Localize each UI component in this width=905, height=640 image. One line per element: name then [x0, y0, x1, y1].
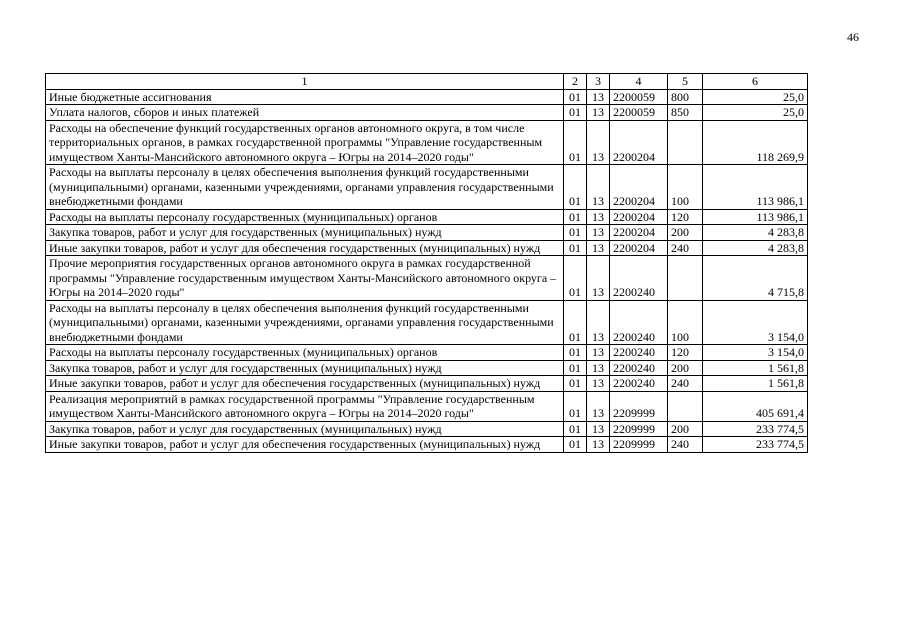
row-section-cell: 01 [564, 240, 587, 256]
budget-table [45, 73, 808, 453]
row-amount-cell: 113 986,1 [703, 209, 808, 225]
row-name-cell: Иные закупки товаров, работ и услуг для обеспечения государственных (муниципальных) нужд [46, 376, 564, 392]
table-row [46, 345, 808, 361]
table-row [46, 300, 808, 345]
table-row [46, 437, 808, 453]
row-expense-type-cell: 100 [668, 165, 703, 210]
table-row [46, 256, 808, 301]
row-name-cell: Расходы на выплаты персоналу в целях обеспечения выполнения функций государственными (муниципальными) органами, казенными учреждениями, органами управления государственными внебюджетными фондами [46, 165, 564, 210]
row-target-article-cell: 2209999 [610, 391, 668, 421]
row-section-cell: 01 [564, 376, 587, 392]
row-subsection-cell: 13 [587, 225, 610, 241]
row-expense-type-cell: 200 [668, 225, 703, 241]
row-expense-type-cell: 200 [668, 360, 703, 376]
row-expense-type-cell: 850 [668, 105, 703, 121]
row-amount-cell: 233 774,5 [703, 421, 808, 437]
row-subsection-cell: 13 [587, 360, 610, 376]
row-target-article-cell: 2200240 [610, 345, 668, 361]
row-target-article-cell: 2200204 [610, 240, 668, 256]
row-amount-cell: 25,0 [703, 105, 808, 121]
row-name-cell: Закупка товаров, работ и услуг для государственных (муниципальных) нужд [46, 421, 564, 437]
row-name-cell: Иные закупки товаров, работ и услуг для обеспечения государственных (муниципальных) нужд [46, 437, 564, 453]
table-row [46, 120, 808, 165]
row-subsection-cell: 13 [587, 89, 610, 105]
row-section-cell: 01 [564, 256, 587, 301]
row-amount-cell: 4 283,8 [703, 240, 808, 256]
row-amount-cell: 113 986,1 [703, 165, 808, 210]
table-row [46, 376, 808, 392]
row-subsection-cell: 13 [587, 209, 610, 225]
row-expense-type-cell: 120 [668, 209, 703, 225]
row-amount-cell: 233 774,5 [703, 437, 808, 453]
row-subsection-cell: 13 [587, 105, 610, 121]
row-amount-cell: 1 561,8 [703, 376, 808, 392]
row-subsection-cell: 13 [587, 256, 610, 301]
row-target-article-cell: 2209999 [610, 437, 668, 453]
row-name-cell: Уплата налогов, сборов и иных платежей [46, 105, 564, 121]
row-subsection-cell: 13 [587, 300, 610, 345]
row-name-cell: Прочие мероприятия государственных органов автономного округа в рамках государственной программы "Управление государственным имуществом Ханты-Мансийского автономного округа – Югры на 2014–2020 годы" [46, 256, 564, 301]
row-target-article-cell: 2200204 [610, 209, 668, 225]
table-row [46, 240, 808, 256]
row-section-cell: 01 [564, 105, 587, 121]
row-target-article-cell: 2200059 [610, 105, 668, 121]
row-target-article-cell: 2200059 [610, 89, 668, 105]
page-number: 46 [847, 30, 859, 44]
row-expense-type-cell [668, 256, 703, 301]
row-target-article-cell: 2200204 [610, 120, 668, 165]
row-name-cell: Иные закупки товаров, работ и услуг для обеспечения государственных (муниципальных) нужд [46, 240, 564, 256]
row-section-cell: 01 [564, 209, 587, 225]
header-cell: 4 [610, 74, 668, 90]
row-name-cell: Расходы на выплаты персоналу государственных (муниципальных) органов [46, 209, 564, 225]
row-target-article-cell: 2209999 [610, 421, 668, 437]
row-name-cell: Реализация мероприятий в рамках государственной программы "Управление государственным имуществом Ханты-Мансийского автономного округа – Югры на 2014–2020 годы" [46, 391, 564, 421]
row-section-cell: 01 [564, 120, 587, 165]
row-expense-type-cell: 240 [668, 240, 703, 256]
row-section-cell: 01 [564, 345, 587, 361]
table-row [46, 225, 808, 241]
row-section-cell: 01 [564, 165, 587, 210]
row-section-cell: 01 [564, 300, 587, 345]
table-row [46, 89, 808, 105]
row-target-article-cell: 2200240 [610, 256, 668, 301]
row-section-cell: 01 [564, 89, 587, 105]
row-target-article-cell: 2200240 [610, 360, 668, 376]
row-subsection-cell: 13 [587, 345, 610, 361]
table-row [46, 165, 808, 210]
row-expense-type-cell: 240 [668, 437, 703, 453]
row-expense-type-cell [668, 120, 703, 165]
row-expense-type-cell: 100 [668, 300, 703, 345]
table-row [46, 391, 808, 421]
row-amount-cell: 405 691,4 [703, 391, 808, 421]
header-cell: 3 [587, 74, 610, 90]
row-expense-type-cell: 120 [668, 345, 703, 361]
row-subsection-cell: 13 [587, 376, 610, 392]
row-target-article-cell: 2200204 [610, 225, 668, 241]
row-name-cell: Закупка товаров, работ и услуг для государственных (муниципальных) нужд [46, 360, 564, 376]
row-target-article-cell: 2200204 [610, 165, 668, 210]
header-cell: 2 [564, 74, 587, 90]
row-expense-type-cell: 200 [668, 421, 703, 437]
row-name-cell: Расходы на выплаты персоналу государственных (муниципальных) органов [46, 345, 564, 361]
row-amount-cell: 1 561,8 [703, 360, 808, 376]
row-amount-cell: 4 715,8 [703, 256, 808, 301]
row-section-cell: 01 [564, 391, 587, 421]
row-subsection-cell: 13 [587, 165, 610, 210]
row-name-cell: Расходы на обеспечение функций государственных органов автономного округа, в том числе территориальных органов, в рамках государственной программы "Управление государственным имуществом Ханты-Мансийского автономного округа – Югры на 2014–2020 годы" [46, 120, 564, 165]
row-subsection-cell: 13 [587, 240, 610, 256]
row-subsection-cell: 13 [587, 120, 610, 165]
row-section-cell: 01 [564, 421, 587, 437]
row-section-cell: 01 [564, 437, 587, 453]
row-expense-type-cell: 240 [668, 376, 703, 392]
row-amount-cell: 118 269,9 [703, 120, 808, 165]
row-target-article-cell: 2200240 [610, 300, 668, 345]
table-row [46, 105, 808, 121]
row-name-cell: Закупка товаров, работ и услуг для государственных (муниципальных) нужд [46, 225, 564, 241]
table-row [46, 421, 808, 437]
row-name-cell: Иные бюджетные ассигнования [46, 89, 564, 105]
row-amount-cell: 3 154,0 [703, 345, 808, 361]
row-amount-cell: 3 154,0 [703, 300, 808, 345]
row-expense-type-cell: 800 [668, 89, 703, 105]
row-subsection-cell: 13 [587, 437, 610, 453]
table-header-row [46, 74, 808, 90]
row-subsection-cell: 13 [587, 421, 610, 437]
row-amount-cell: 25,0 [703, 89, 808, 105]
header-cell: 1 [46, 74, 564, 90]
header-cell: 5 [668, 74, 703, 90]
row-name-cell: Расходы на выплаты персоналу в целях обеспечения выполнения функций государственными (муниципальными) органами, казенными учреждениями, органами управления государственными внебюджетными фондами [46, 300, 564, 345]
row-section-cell: 01 [564, 225, 587, 241]
row-section-cell: 01 [564, 360, 587, 376]
row-target-article-cell: 2200240 [610, 376, 668, 392]
row-subsection-cell: 13 [587, 391, 610, 421]
row-amount-cell: 4 283,8 [703, 225, 808, 241]
row-expense-type-cell [668, 391, 703, 421]
table-row [46, 360, 808, 376]
header-cell: 6 [703, 74, 808, 90]
table-row [46, 209, 808, 225]
